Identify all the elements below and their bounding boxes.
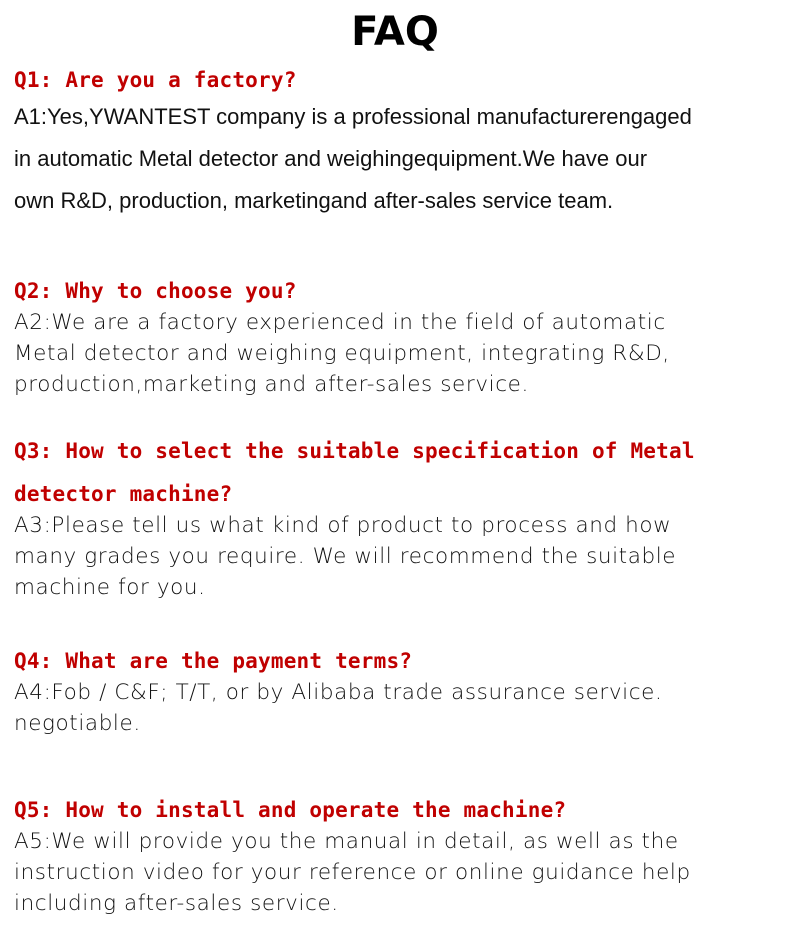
faq-question-5: Q5: How to install and operate the machine? (14, 798, 567, 822)
faq-question-3: Q3: How to select the suitable specification of Metal (14, 439, 695, 463)
faq-question-3-continued: detector machine? (14, 482, 233, 506)
faq-answer-2 (14, 307, 670, 400)
faq-answer-1 (14, 96, 692, 222)
faq-answer-2-line: production,marketing and after-sales service. (14, 372, 529, 397)
faq-answer-1-line: in automatic Metal detector and weighingequipment.We have our (14, 146, 648, 171)
faq-answer-4-line: A4:Fob / C&F; T/T, or by Alibaba trade assurance service. (14, 680, 663, 705)
faq-answer-4-line: negotiable. (14, 711, 141, 736)
page-title: FAQ (351, 9, 439, 55)
faq-answer-5-line: A5:We will provide you the manual in detail, as well as the (14, 829, 679, 854)
faq-answer-2-line: Metal detector and weighing equipment, integrating R&D, (14, 341, 670, 366)
faq-answer-3-line: machine for you. (14, 575, 206, 600)
faq-answer-5-line: instruction video for your reference or online guidance help (14, 860, 691, 885)
faq-answer-4 (14, 677, 662, 739)
faq-answer-5-line: including after-sales service. (14, 891, 339, 916)
faq-question-1: Q1: Are you a factory? (14, 68, 297, 92)
faq-question-4: Q4: What are the payment terms? (14, 649, 413, 673)
faq-answer-3 (14, 510, 676, 603)
faq-answer-3-line: many grades you require. We will recommend the suitable (14, 544, 677, 569)
faq-answer-1-line: own R&D, production, marketingand after-sales service team. (14, 188, 614, 213)
faq-answer-5 (14, 826, 691, 919)
faq-answer-3-line: A3:Please tell us what kind of product to process and how (14, 513, 672, 538)
faq-answer-1-line: A1:Yes,YWANTEST company is a professional manufacturerengaged (14, 104, 692, 129)
faq-answer-2-line: A2:We are a factory experienced in the field of automatic (14, 310, 666, 335)
faq-question-2: Q2: Why to choose you? (14, 279, 297, 303)
